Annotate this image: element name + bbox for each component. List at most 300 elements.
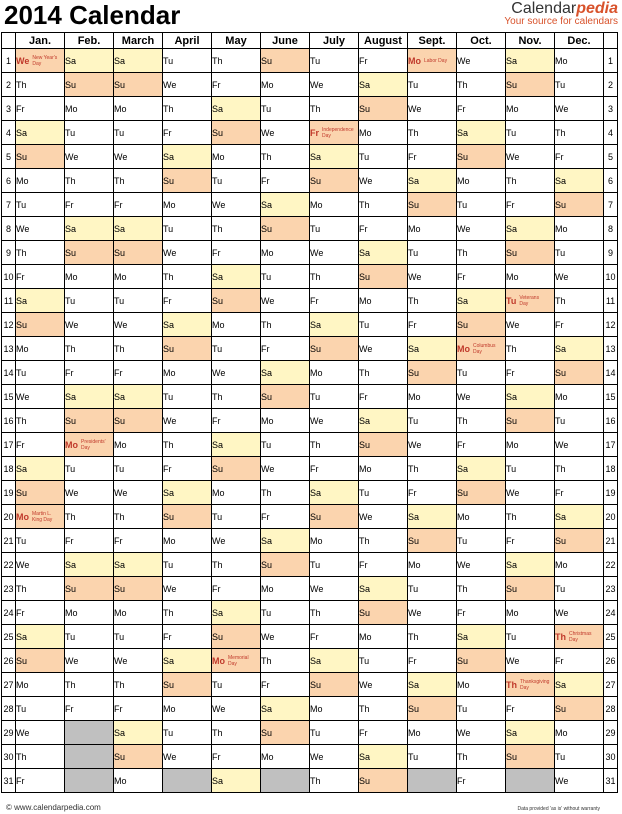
day-cell[interactable] [359, 409, 408, 433]
day-cell[interactable] [506, 385, 555, 409]
day-cell[interactable] [261, 265, 310, 289]
day-cell[interactable] [359, 457, 408, 481]
day-cell[interactable] [65, 577, 114, 601]
day-cell[interactable] [114, 625, 163, 649]
day-cell[interactable] [408, 337, 457, 361]
day-cell[interactable] [555, 241, 604, 265]
day-cell[interactable] [457, 337, 506, 361]
day-cell[interactable] [16, 97, 65, 121]
day-cell[interactable] [163, 409, 212, 433]
day-cell[interactable] [16, 481, 65, 505]
day-cell[interactable] [212, 409, 261, 433]
day-cell[interactable] [65, 673, 114, 697]
day-cell[interactable] [359, 49, 408, 73]
day-cell[interactable] [212, 721, 261, 745]
day-cell[interactable] [163, 313, 212, 337]
day-cell[interactable] [555, 601, 604, 625]
day-cell[interactable] [555, 361, 604, 385]
day-cell[interactable] [163, 673, 212, 697]
day-cell[interactable] [114, 481, 163, 505]
day-cell[interactable] [359, 625, 408, 649]
day-cell[interactable] [408, 73, 457, 97]
day-cell[interactable] [555, 457, 604, 481]
day-cell[interactable] [310, 745, 359, 769]
day-cell[interactable] [359, 73, 408, 97]
day-cell[interactable] [359, 193, 408, 217]
day-cell[interactable] [408, 553, 457, 577]
day-cell[interactable] [555, 625, 604, 649]
day-cell[interactable] [310, 289, 359, 313]
day-cell[interactable] [310, 217, 359, 241]
day-cell[interactable] [261, 433, 310, 457]
day-cell[interactable] [310, 505, 359, 529]
day-cell[interactable] [457, 721, 506, 745]
day-cell[interactable] [16, 313, 65, 337]
day-cell[interactable] [261, 385, 310, 409]
day-cell[interactable] [163, 505, 212, 529]
day-cell[interactable] [163, 361, 212, 385]
day-cell[interactable] [359, 505, 408, 529]
day-cell[interactable] [310, 721, 359, 745]
day-cell[interactable] [457, 265, 506, 289]
day-cell[interactable] [114, 673, 163, 697]
day-cell[interactable] [408, 721, 457, 745]
day-cell[interactable] [408, 697, 457, 721]
day-cell[interactable] [310, 649, 359, 673]
footer-url[interactable]: © www.calendarpedia.com [6, 803, 101, 812]
day-cell[interactable] [310, 481, 359, 505]
day-cell[interactable] [212, 625, 261, 649]
day-cell[interactable] [506, 697, 555, 721]
day-cell[interactable] [212, 289, 261, 313]
day-cell[interactable] [310, 553, 359, 577]
day-cell[interactable] [261, 145, 310, 169]
day-cell[interactable] [359, 433, 408, 457]
day-cell[interactable] [16, 457, 65, 481]
day-cell[interactable] [506, 169, 555, 193]
day-cell[interactable] [65, 457, 114, 481]
day-cell[interactable] [114, 505, 163, 529]
day-cell[interactable] [261, 361, 310, 385]
day-cell[interactable] [457, 505, 506, 529]
day-cell[interactable] [310, 673, 359, 697]
day-cell[interactable] [114, 121, 163, 145]
day-cell[interactable] [114, 649, 163, 673]
day-cell[interactable] [114, 217, 163, 241]
day-cell[interactable] [408, 673, 457, 697]
day-cell[interactable] [16, 409, 65, 433]
day-cell[interactable] [310, 97, 359, 121]
day-cell[interactable] [114, 337, 163, 361]
day-cell[interactable] [114, 169, 163, 193]
day-cell[interactable] [65, 529, 114, 553]
day-cell[interactable] [359, 553, 408, 577]
day-cell[interactable] [506, 433, 555, 457]
day-cell[interactable] [555, 97, 604, 121]
day-cell[interactable] [261, 529, 310, 553]
day-cell[interactable] [555, 745, 604, 769]
day-cell[interactable] [114, 97, 163, 121]
day-cell[interactable] [65, 97, 114, 121]
day-cell[interactable] [16, 73, 65, 97]
day-cell[interactable] [457, 145, 506, 169]
day-cell[interactable] [555, 289, 604, 313]
day-cell[interactable] [457, 97, 506, 121]
day-cell[interactable] [65, 337, 114, 361]
day-cell[interactable] [310, 145, 359, 169]
day-cell[interactable] [506, 97, 555, 121]
day-cell[interactable] [65, 145, 114, 169]
day-cell[interactable] [506, 49, 555, 73]
day-cell[interactable] [555, 505, 604, 529]
day-cell[interactable] [163, 625, 212, 649]
day-cell[interactable] [555, 73, 604, 97]
day-cell[interactable] [65, 409, 114, 433]
day-cell[interactable] [310, 409, 359, 433]
day-cell[interactable] [457, 601, 506, 625]
day-cell[interactable] [555, 217, 604, 241]
day-cell[interactable] [457, 481, 506, 505]
day-cell[interactable] [408, 481, 457, 505]
day-cell[interactable] [506, 625, 555, 649]
day-cell[interactable] [408, 505, 457, 529]
day-cell[interactable] [457, 73, 506, 97]
day-cell[interactable] [457, 169, 506, 193]
day-cell[interactable] [310, 601, 359, 625]
day-cell[interactable] [555, 385, 604, 409]
day-cell[interactable] [163, 433, 212, 457]
day-cell[interactable] [261, 289, 310, 313]
day-cell[interactable] [212, 97, 261, 121]
day-cell[interactable] [506, 745, 555, 769]
day-cell[interactable] [261, 481, 310, 505]
day-cell[interactable] [212, 145, 261, 169]
day-cell[interactable] [212, 313, 261, 337]
day-cell[interactable] [65, 697, 114, 721]
day-cell[interactable] [555, 529, 604, 553]
day-cell[interactable] [114, 409, 163, 433]
day-cell[interactable] [310, 361, 359, 385]
day-cell[interactable] [555, 145, 604, 169]
day-cell[interactable] [16, 529, 65, 553]
day-cell[interactable] [16, 217, 65, 241]
day-cell[interactable] [457, 553, 506, 577]
day-cell[interactable] [457, 433, 506, 457]
day-cell[interactable] [506, 313, 555, 337]
day-cell[interactable] [114, 745, 163, 769]
day-cell[interactable] [163, 745, 212, 769]
day-cell[interactable] [65, 649, 114, 673]
day-cell[interactable] [359, 649, 408, 673]
day-cell[interactable] [261, 673, 310, 697]
day-cell[interactable] [212, 265, 261, 289]
day-cell[interactable] [261, 217, 310, 241]
day-cell[interactable] [65, 193, 114, 217]
day-cell[interactable] [359, 721, 408, 745]
day-cell[interactable] [163, 241, 212, 265]
day-cell[interactable] [310, 265, 359, 289]
day-cell[interactable] [457, 577, 506, 601]
day-cell[interactable] [310, 49, 359, 73]
day-cell[interactable] [457, 697, 506, 721]
day-cell[interactable] [359, 241, 408, 265]
day-cell[interactable] [16, 553, 65, 577]
day-cell[interactable] [65, 601, 114, 625]
day-cell[interactable] [65, 481, 114, 505]
day-cell[interactable] [261, 649, 310, 673]
day-cell[interactable] [506, 361, 555, 385]
day-cell[interactable] [457, 745, 506, 769]
day-cell[interactable] [359, 97, 408, 121]
day-cell[interactable] [408, 265, 457, 289]
day-cell[interactable] [555, 673, 604, 697]
day-cell[interactable] [261, 553, 310, 577]
day-cell[interactable] [359, 313, 408, 337]
day-cell[interactable] [212, 649, 261, 673]
day-cell[interactable] [163, 169, 212, 193]
day-cell[interactable] [65, 361, 114, 385]
day-cell[interactable] [261, 745, 310, 769]
day-cell[interactable] [555, 433, 604, 457]
day-cell[interactable] [310, 193, 359, 217]
day-cell[interactable] [163, 481, 212, 505]
day-cell[interactable] [212, 241, 261, 265]
day-cell[interactable] [408, 529, 457, 553]
day-cell[interactable] [16, 697, 65, 721]
day-cell[interactable] [212, 337, 261, 361]
day-cell[interactable] [261, 721, 310, 745]
day-cell[interactable] [212, 433, 261, 457]
day-cell[interactable] [261, 73, 310, 97]
day-cell[interactable] [212, 49, 261, 73]
day-cell[interactable] [457, 385, 506, 409]
day-cell[interactable] [359, 337, 408, 361]
day-cell[interactable] [163, 49, 212, 73]
day-cell[interactable] [506, 121, 555, 145]
day-cell[interactable] [457, 121, 506, 145]
day-cell[interactable] [212, 217, 261, 241]
day-cell[interactable] [408, 433, 457, 457]
day-cell[interactable] [506, 721, 555, 745]
day-cell[interactable] [114, 457, 163, 481]
day-cell[interactable] [16, 121, 65, 145]
day-cell[interactable] [310, 169, 359, 193]
day-cell[interactable] [114, 721, 163, 745]
day-cell[interactable] [163, 553, 212, 577]
day-cell[interactable] [65, 49, 114, 73]
day-cell[interactable] [310, 577, 359, 601]
day-cell[interactable] [16, 745, 65, 769]
day-cell[interactable] [310, 457, 359, 481]
day-cell[interactable] [261, 601, 310, 625]
day-cell[interactable] [16, 337, 65, 361]
day-cell[interactable] [212, 577, 261, 601]
day-cell[interactable] [261, 577, 310, 601]
day-cell[interactable] [457, 289, 506, 313]
day-cell[interactable] [261, 97, 310, 121]
day-cell[interactable] [163, 649, 212, 673]
day-cell[interactable] [212, 697, 261, 721]
day-cell[interactable] [16, 601, 65, 625]
day-cell[interactable] [16, 385, 65, 409]
day-cell[interactable] [555, 553, 604, 577]
day-cell[interactable] [261, 409, 310, 433]
day-cell[interactable] [212, 529, 261, 553]
day-cell[interactable] [163, 385, 212, 409]
day-cell[interactable] [359, 601, 408, 625]
day-cell[interactable] [212, 385, 261, 409]
day-cell[interactable] [310, 241, 359, 265]
day-cell[interactable] [114, 145, 163, 169]
day-cell[interactable] [114, 577, 163, 601]
day-cell[interactable] [408, 457, 457, 481]
day-cell[interactable] [359, 385, 408, 409]
day-cell[interactable] [212, 73, 261, 97]
day-cell[interactable] [261, 193, 310, 217]
day-cell[interactable] [555, 481, 604, 505]
day-cell[interactable] [310, 769, 359, 793]
day-cell[interactable] [114, 193, 163, 217]
day-cell[interactable] [261, 337, 310, 361]
day-cell[interactable] [359, 265, 408, 289]
day-cell[interactable] [114, 73, 163, 97]
day-cell[interactable] [114, 385, 163, 409]
day-cell[interactable] [359, 529, 408, 553]
day-cell[interactable] [114, 265, 163, 289]
day-cell[interactable] [408, 745, 457, 769]
day-cell[interactable] [261, 241, 310, 265]
day-cell[interactable] [359, 697, 408, 721]
day-cell[interactable] [65, 505, 114, 529]
day-cell[interactable] [114, 289, 163, 313]
day-cell[interactable] [212, 505, 261, 529]
day-cell[interactable] [555, 49, 604, 73]
day-cell[interactable] [163, 121, 212, 145]
day-cell[interactable] [457, 49, 506, 73]
day-cell[interactable] [114, 769, 163, 793]
day-cell[interactable] [359, 169, 408, 193]
day-cell[interactable] [114, 433, 163, 457]
day-cell[interactable] [212, 601, 261, 625]
day-cell[interactable] [114, 49, 163, 73]
day-cell[interactable] [65, 553, 114, 577]
day-cell[interactable] [555, 265, 604, 289]
day-cell[interactable] [261, 457, 310, 481]
day-cell[interactable] [16, 649, 65, 673]
day-cell[interactable] [457, 457, 506, 481]
day-cell[interactable] [310, 433, 359, 457]
day-cell[interactable] [65, 241, 114, 265]
day-cell[interactable] [163, 193, 212, 217]
day-cell[interactable] [310, 529, 359, 553]
day-cell[interactable] [163, 721, 212, 745]
day-cell[interactable] [506, 505, 555, 529]
day-cell[interactable] [16, 577, 65, 601]
day-cell[interactable] [359, 361, 408, 385]
day-cell[interactable] [163, 697, 212, 721]
day-cell[interactable] [16, 721, 65, 745]
day-cell[interactable] [212, 745, 261, 769]
day-cell[interactable] [555, 169, 604, 193]
day-cell[interactable] [16, 769, 65, 793]
brand-logo[interactable] [504, 0, 618, 27]
day-cell[interactable] [163, 601, 212, 625]
day-cell[interactable] [408, 385, 457, 409]
day-cell[interactable] [408, 313, 457, 337]
day-cell[interactable] [408, 49, 457, 73]
day-cell[interactable] [310, 313, 359, 337]
day-cell[interactable] [408, 217, 457, 241]
day-cell[interactable] [359, 673, 408, 697]
day-cell[interactable] [65, 265, 114, 289]
day-cell[interactable] [506, 457, 555, 481]
day-cell[interactable] [408, 97, 457, 121]
day-cell[interactable] [16, 145, 65, 169]
day-cell[interactable] [457, 769, 506, 793]
day-cell[interactable] [506, 529, 555, 553]
day-cell[interactable] [114, 697, 163, 721]
day-cell[interactable] [310, 697, 359, 721]
day-cell[interactable] [408, 289, 457, 313]
day-cell[interactable] [408, 361, 457, 385]
day-cell[interactable] [114, 313, 163, 337]
day-cell[interactable] [212, 361, 261, 385]
day-cell[interactable] [16, 265, 65, 289]
day-cell[interactable] [310, 121, 359, 145]
day-cell[interactable] [163, 217, 212, 241]
day-cell[interactable] [506, 217, 555, 241]
day-cell[interactable] [457, 673, 506, 697]
day-cell[interactable] [65, 217, 114, 241]
day-cell[interactable] [555, 337, 604, 361]
day-cell[interactable] [212, 193, 261, 217]
day-cell[interactable] [359, 769, 408, 793]
day-cell[interactable] [114, 553, 163, 577]
day-cell[interactable] [506, 409, 555, 433]
day-cell[interactable] [310, 625, 359, 649]
day-cell[interactable] [212, 553, 261, 577]
day-cell[interactable] [555, 721, 604, 745]
day-cell[interactable] [359, 145, 408, 169]
day-cell[interactable] [16, 169, 65, 193]
day-cell[interactable] [310, 73, 359, 97]
day-cell[interactable] [163, 457, 212, 481]
day-cell[interactable] [506, 601, 555, 625]
day-cell[interactable] [457, 217, 506, 241]
day-cell[interactable] [16, 49, 65, 73]
day-cell[interactable] [457, 241, 506, 265]
day-cell[interactable] [16, 433, 65, 457]
day-cell[interactable] [261, 625, 310, 649]
day-cell[interactable] [65, 625, 114, 649]
day-cell[interactable] [261, 505, 310, 529]
day-cell[interactable] [408, 241, 457, 265]
day-cell[interactable] [408, 409, 457, 433]
day-cell[interactable] [65, 385, 114, 409]
day-cell[interactable] [408, 121, 457, 145]
day-cell[interactable] [408, 649, 457, 673]
day-cell[interactable] [16, 505, 65, 529]
day-cell[interactable] [16, 193, 65, 217]
day-cell[interactable] [457, 313, 506, 337]
day-cell[interactable] [163, 145, 212, 169]
day-cell[interactable] [212, 769, 261, 793]
day-cell[interactable] [261, 169, 310, 193]
day-cell[interactable] [408, 145, 457, 169]
day-cell[interactable] [16, 361, 65, 385]
day-cell[interactable] [16, 625, 65, 649]
day-cell[interactable] [359, 745, 408, 769]
